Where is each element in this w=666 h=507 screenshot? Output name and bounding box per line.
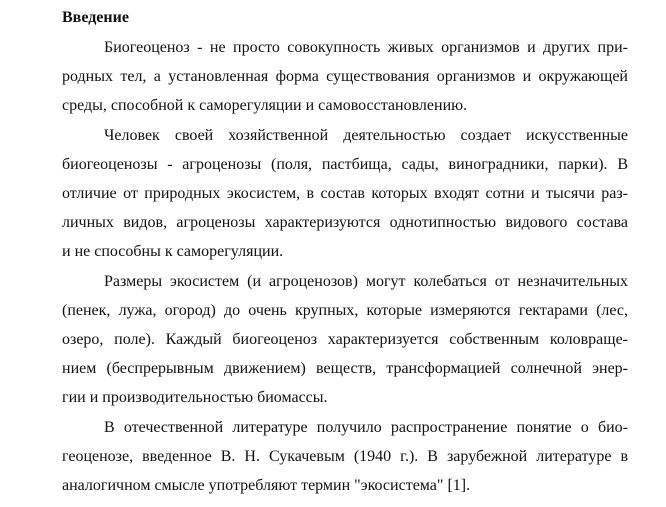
paragraph-1-line-3: среды, способной к саморегуляции и самовосстановлению. (62, 97, 468, 114)
paragraph-4-line-1: В отечественной литературе получило распространение понятие о био- (104, 419, 628, 436)
paragraph-1-line-2: родных тел, а установленная форма существования организмов и окружающей (62, 68, 628, 85)
paragraph-2-line-5: и не способны к саморегуляции. (62, 243, 284, 260)
paragraph-3-line-1: Размеры экосистем (и агроценозов) могут колебаться от незначительных (104, 273, 628, 290)
paragraph-3-line-3: озеро, поле). Каждый биогеоценоз характеризуется собственным коловраще- (62, 331, 628, 348)
paragraph-4-line-3: аналогичном смысле употребляют термин "экосистема" [1]. (62, 477, 471, 494)
paragraph-3-line-5: гии и производительностью биомассы. (62, 389, 328, 406)
paragraph-2-line-3: отличие от природных экосистем, в состав которых входят сотни и тысячи раз- (62, 185, 628, 202)
paragraph-3-line-4: нием (беспрерывным движением) веществ, трансформацией солнечной энер- (62, 360, 628, 377)
paragraph-2-line-2: биогеоценозы - агроценозы (поля, пастбища, сады, виноградники, парки). В (62, 156, 628, 173)
paragraph-4-line-2: геоценозе, введенное В. Н. Сукачевым (1940 г.). В зарубежной литературе в (62, 448, 628, 465)
section-heading: Введение (62, 9, 129, 26)
paragraph-2-line-1: Человек своей хозяйственной деятельностью создает искусственные (104, 127, 628, 144)
paragraph-3-line-2: (пенек, лужа, огород) до очень крупных, которые измеряются гектарами (лес, (62, 302, 628, 319)
paragraph-2-line-4: личных видов, агроценозы характеризуются однотипностью видового состава (62, 214, 628, 231)
paragraph-1-line-1: Биогеоценоз - не просто совокупность живых организмов и других при- (104, 39, 628, 56)
